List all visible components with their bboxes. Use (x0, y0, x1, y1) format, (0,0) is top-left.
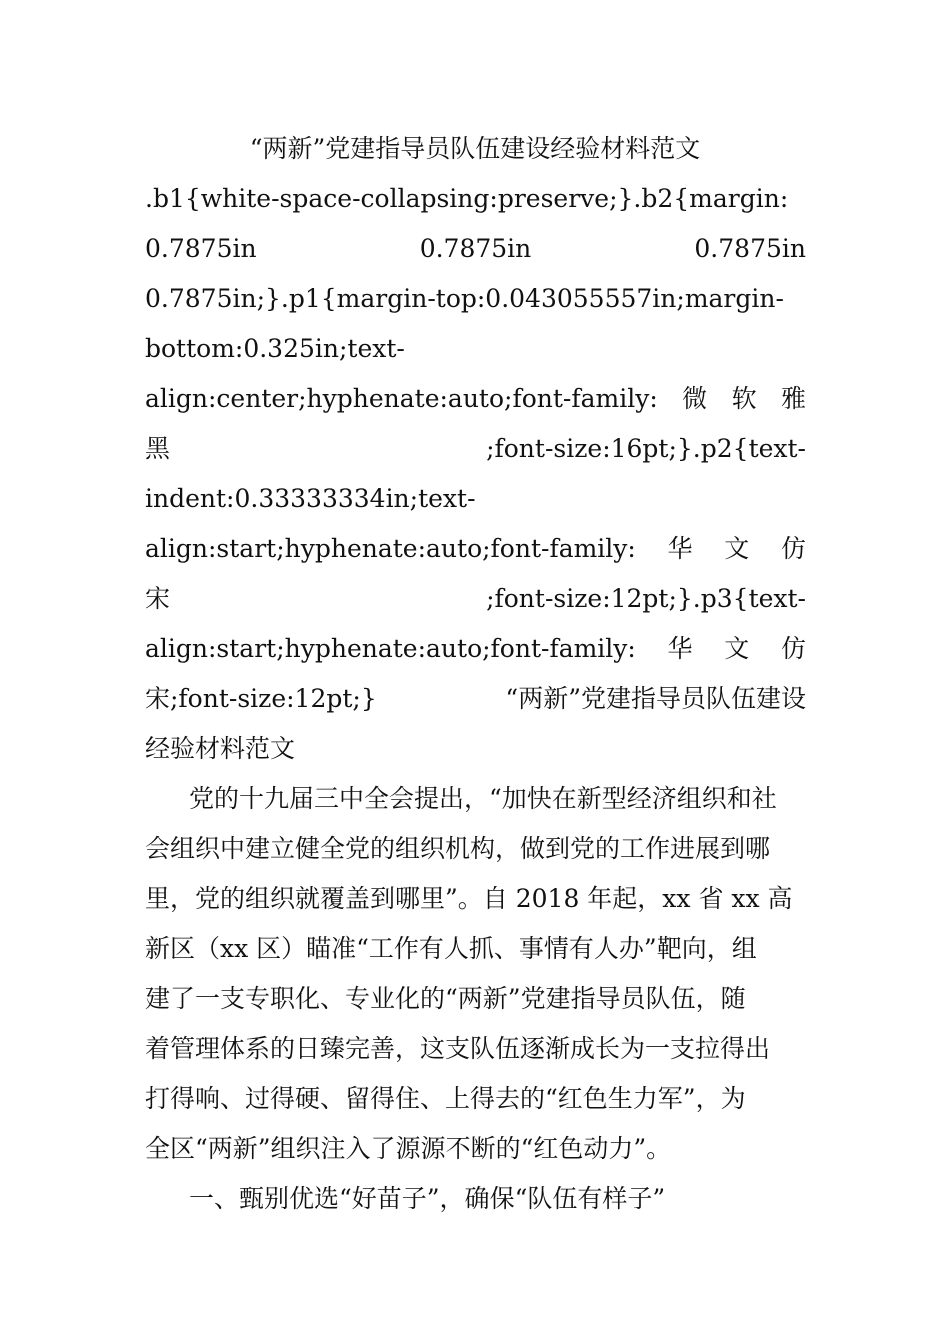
css-line-10-a: align:start;hyphenate:auto;font-family: (145, 634, 636, 663)
css-line-10-b: 华 (667, 634, 693, 663)
css-line-9-a: 宋 (145, 584, 171, 613)
body-paragraph-line-4: 新区（xx 区）瞄准“工作有人抓、事情有人办”靶向，组 (145, 934, 757, 963)
document-title: “两新”党建指导员队伍建设经验材料范文 (249, 134, 701, 163)
body-paragraph-line-6: 着管理体系的日臻完善，这支队伍逐渐成长为一支拉得出 (145, 1034, 771, 1063)
body-paragraph-line-3: 里，党的组织就覆盖到哪里”。自 2018 年起，xx 省 xx 高 (145, 884, 793, 913)
css-line-2-a: 0.7875in (145, 234, 257, 263)
css-line-5-d: 雅 (780, 384, 806, 413)
css-line-2-c: 0.7875in (694, 234, 806, 263)
css-line-4: bottom:0.325in;text- (145, 334, 405, 363)
css-line-5-b: 微 (682, 384, 708, 413)
css-line-10 (145, 624, 806, 674)
css-line-11 (145, 674, 806, 724)
css-line-8-c: 文 (724, 534, 750, 563)
section-heading-1: 一、甄别优选“好苗子”，确保“队伍有样子” (189, 1184, 666, 1213)
css-line-7: indent:0.33333334in;text- (145, 484, 476, 513)
css-line-5 (145, 374, 806, 424)
css-line-8-a: align:start;hyphenate:auto;font-family: (145, 534, 636, 563)
css-line-11-a: 宋;font-size:12pt;} (145, 684, 377, 713)
css-line-6-a: 黑 (145, 434, 171, 463)
css-line-1: .b1{white-space-collapsing:preserve;}.b2{margin: (145, 184, 789, 213)
css-line-9-b: ;font-size:12pt;}.p3{text- (486, 584, 806, 613)
css-line-10-c: 文 (724, 634, 750, 663)
body-paragraph-line-2: 会组织中建立健全党的组织机构，做到党的工作进展到哪 (145, 834, 771, 863)
css-line-9 (145, 574, 806, 624)
css-line-5-c: 软 (731, 384, 757, 413)
body-paragraph-line-7: 打得响、过得硬、留得住、上得去的“红色生力军”，为 (145, 1084, 746, 1113)
body-paragraph-line-8: 全区“两新”组织注入了源源不断的“红色动力”。 (145, 1134, 672, 1163)
css-line-10-d: 仿 (780, 634, 806, 663)
css-line-2 (145, 224, 806, 274)
css-line-11-b: “两新”党建指导员队伍建设 (505, 684, 806, 713)
css-line-12: 经验材料范文 (145, 734, 296, 763)
body-paragraph-line-1: 党的十九届三中全会提出，“加快在新型经济组织和社 (189, 784, 777, 813)
css-line-2-b: 0.7875in (419, 234, 532, 263)
css-line-8-d: 仿 (780, 534, 806, 563)
body-paragraph-line-5: 建了一支专职化、专业化的“两新”党建指导员队伍，随 (145, 984, 746, 1013)
css-line-6 (145, 424, 806, 474)
css-line-6-b: ;font-size:16pt;}.p2{text- (486, 434, 806, 463)
css-line-8 (145, 524, 806, 574)
css-line-5-a: align:center;hyphenate:auto;font-family: (145, 384, 658, 413)
css-line-3: 0.7875in;}.p1{margin-top:0.043055557in;margin- (145, 284, 784, 313)
css-line-8-b: 华 (667, 534, 693, 563)
